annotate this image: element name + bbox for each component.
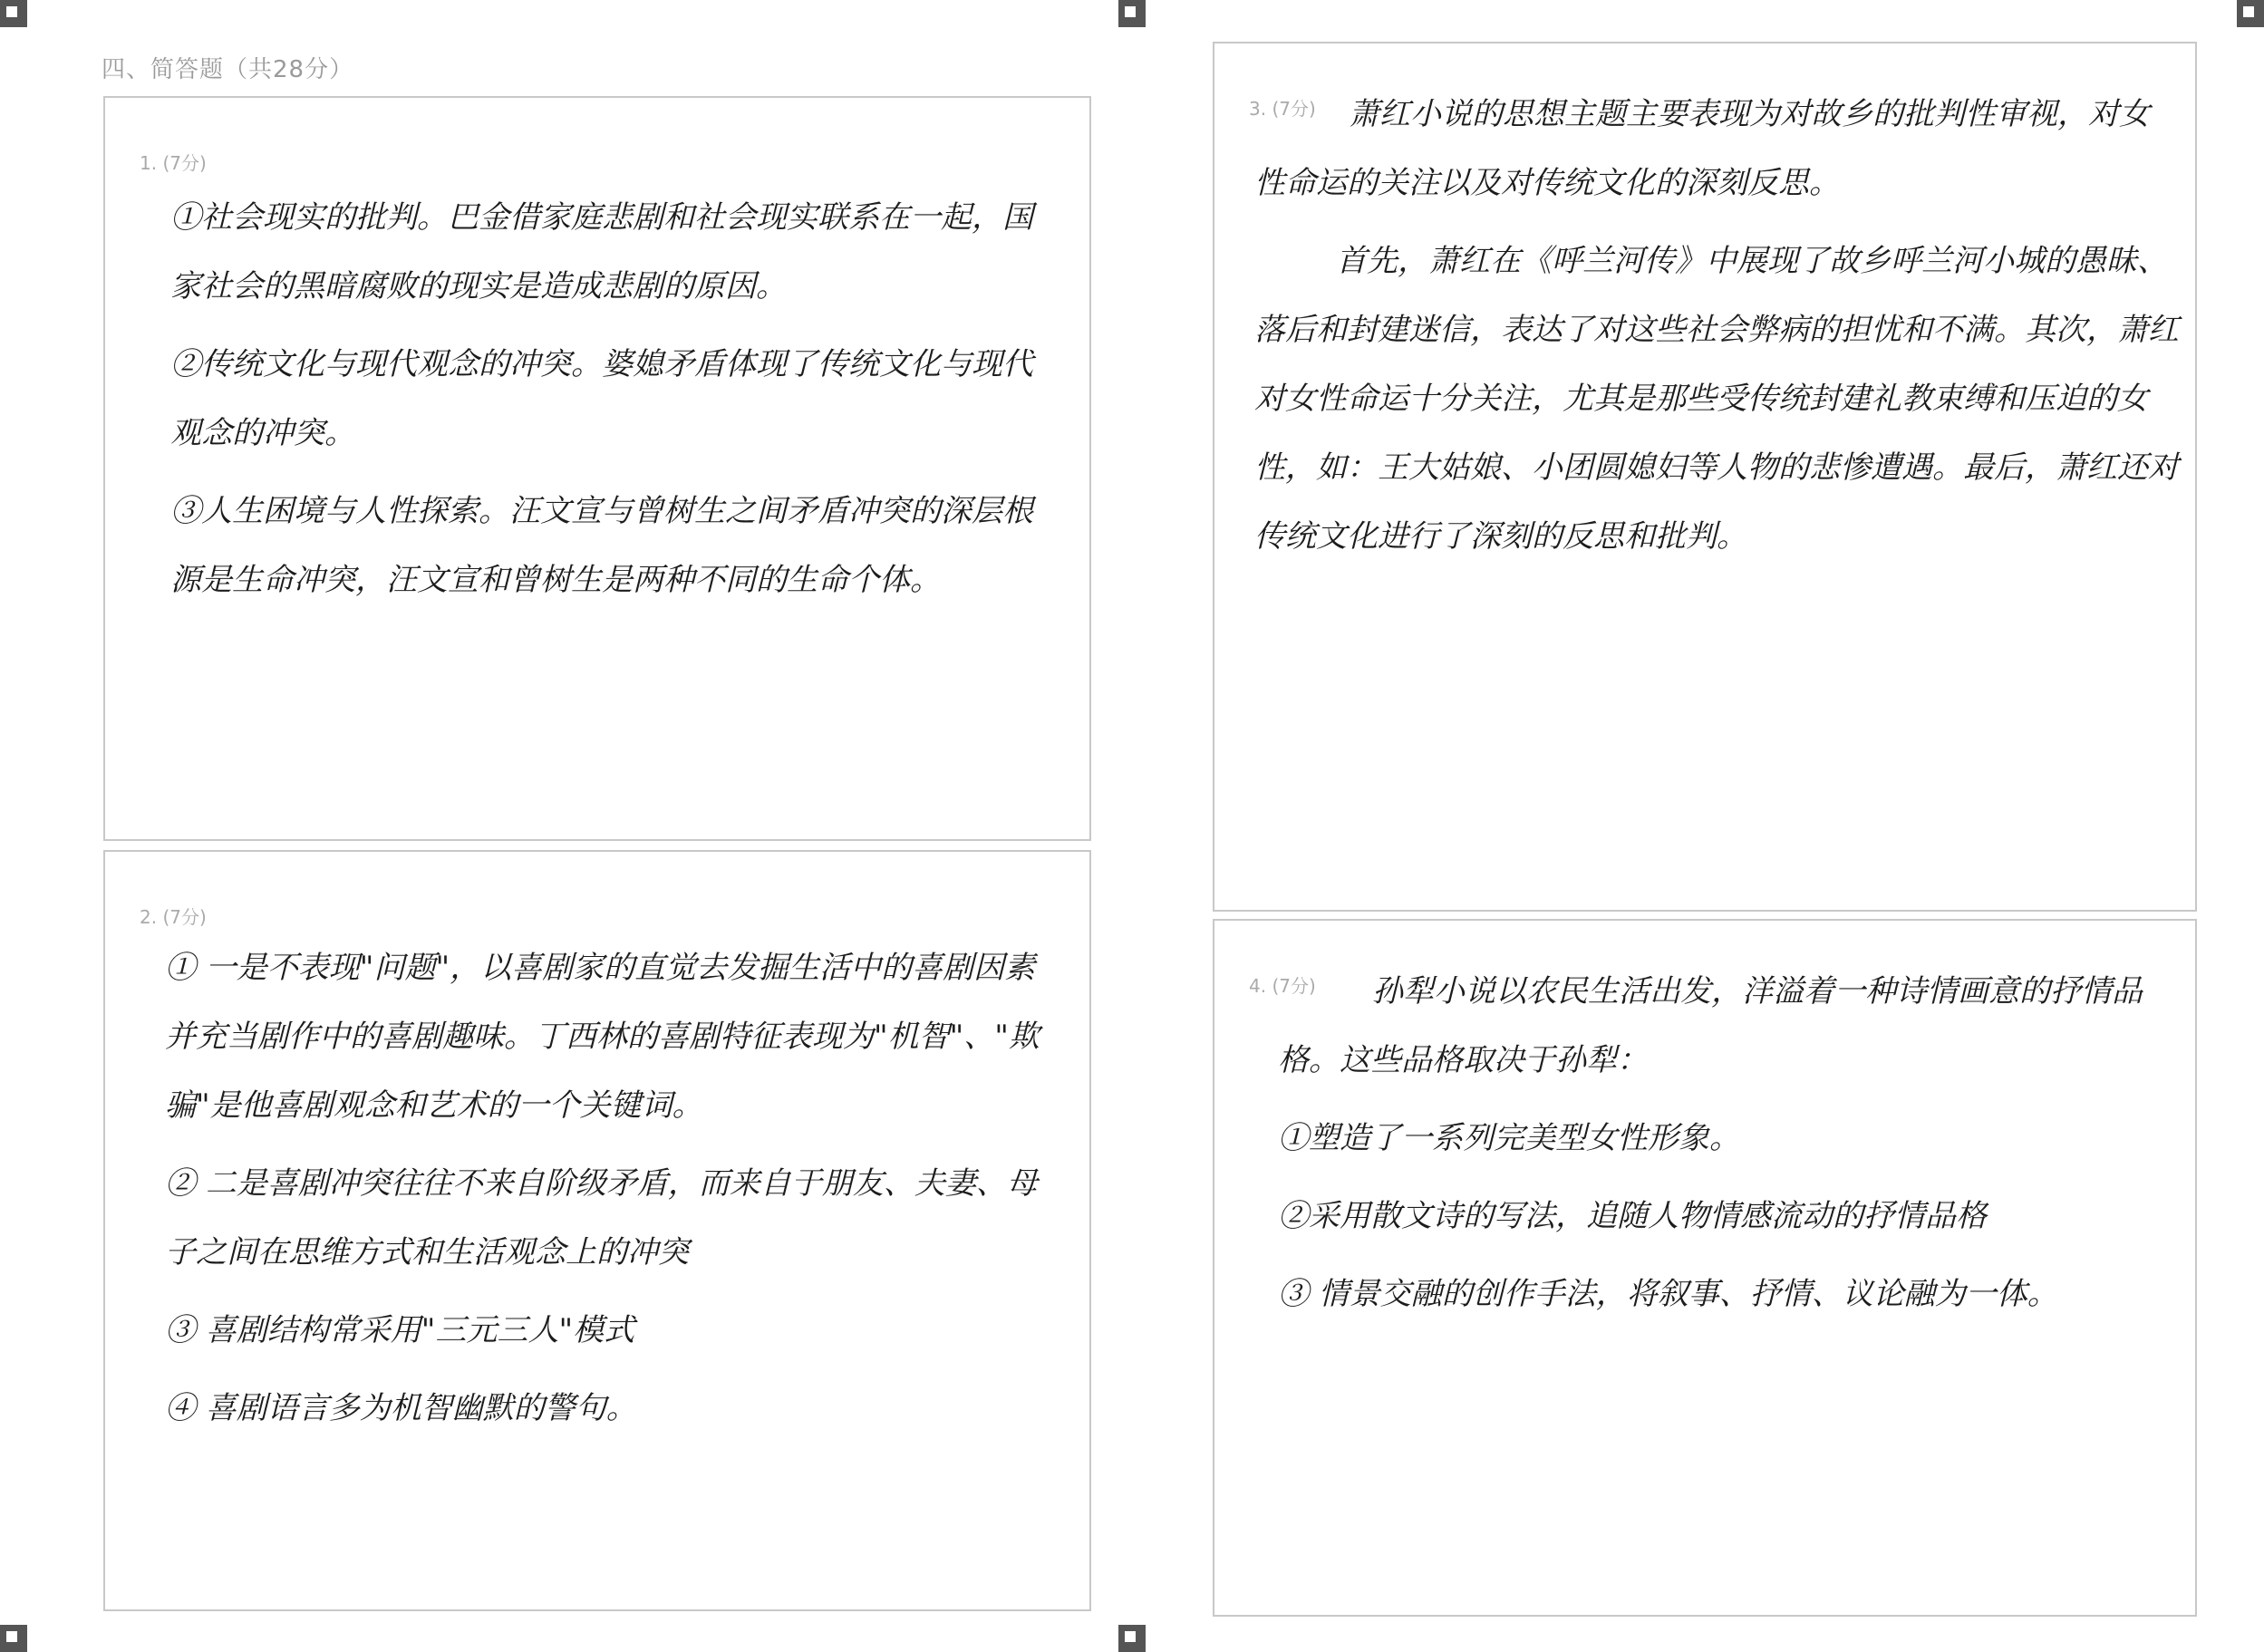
answer-box-2 [103,850,1091,1611]
handwritten-answer [1278,957,2175,1338]
answer-paragraph: 萧红小说的思想主题主要表现为对故乡的批判性审视，对女性命运的关注以及对传统文化的深刻反思。 [1254,96,2150,201]
answer-paragraph: ③ 情景交融的创作手法，将叙事、抒情、议论融为一体。 [1278,1276,2058,1312]
answer-paragraph: 首先，萧红在《呼兰河传》中展现了故乡呼兰河小城的愚昧、落后和封建迷信，表达了对这些社会弊病的担忧和不满。其次，萧红对女性命运十分关注，尤其是那些受传统封建礼教束缚和压迫的女性，如：王大姑娘、小团圆媳妇等人物的悲惨遭遇。最后，萧红还对传统文化进行了深刻的反思和批判。 [1254,243,2179,555]
answer-box-4 [1213,919,2197,1617]
answer-paragraph: ④ 喜剧语言多为机智幽默的警句。 [165,1390,637,1426]
handwritten-answer [165,933,1053,1452]
question-label: 3. (7分) [1249,98,1316,120]
answer-paragraph: ③人生困境与人性探索。汪文宣与曾树生之间矛盾冲突的深层根源是生命冲突，汪文宣和曾树生是两种不同的生命个体。 [170,493,1033,598]
answer-paragraph: ③ 喜剧结构常采用"三元三人"模式 [165,1312,635,1348]
question-label: 2. (7分) [140,906,207,928]
answer-paragraph: ① 一是不表现"问题"，以喜剧家的直觉去发掘生活中的喜剧因素并充当剧作中的喜剧趣味。丁西林的喜剧特征表现为"机智"、"欺骗"是他喜剧观念和艺术的一个关键词。 [165,950,1040,1124]
registration-marker-bottom-middle [1118,1625,1146,1652]
answer-paragraph: ②传统文化与现代观念的冲突。婆媳矛盾体现了传统文化与现代观念的冲突。 [170,346,1033,451]
question-label: 1. (7分) [140,152,207,174]
registration-marker-top-right [2237,0,2264,27]
registration-marker-top-left [0,0,27,27]
registration-marker-bottom-left [0,1625,27,1652]
answer-paragraph: 孙犁小说以农民生活出发，洋溢着一种诗情画意的抒情品格。这些品格取决于孙犁： [1278,973,2143,1078]
answer-paragraph: ② 二是喜剧冲突往往不来自阶级矛盾，而来自于朋友、夫妻、母子之间在思维方式和生活观念上的冲突 [165,1165,1038,1270]
section-title: 四、简答题（共28分） [102,56,354,83]
question-label: 4. (7分) [1249,975,1316,997]
registration-marker-top-middle [1118,0,1146,27]
handwritten-answer [1254,80,2179,580]
answer-paragraph: ①塑造了一系列完美型女性形象。 [1278,1120,1740,1156]
answer-box-3 [1213,42,2197,912]
answer-paragraph: ②采用散文诗的写法，追随人物情感流动的抒情品格 [1278,1198,1987,1234]
answer-paragraph: ①社会现实的批判。巴金借家庭悲剧和社会现实联系在一起，国家社会的黑暗腐败的现实是造成悲剧的原因。 [170,199,1033,304]
answer-box-1 [103,96,1091,841]
handwritten-answer [170,183,1059,623]
